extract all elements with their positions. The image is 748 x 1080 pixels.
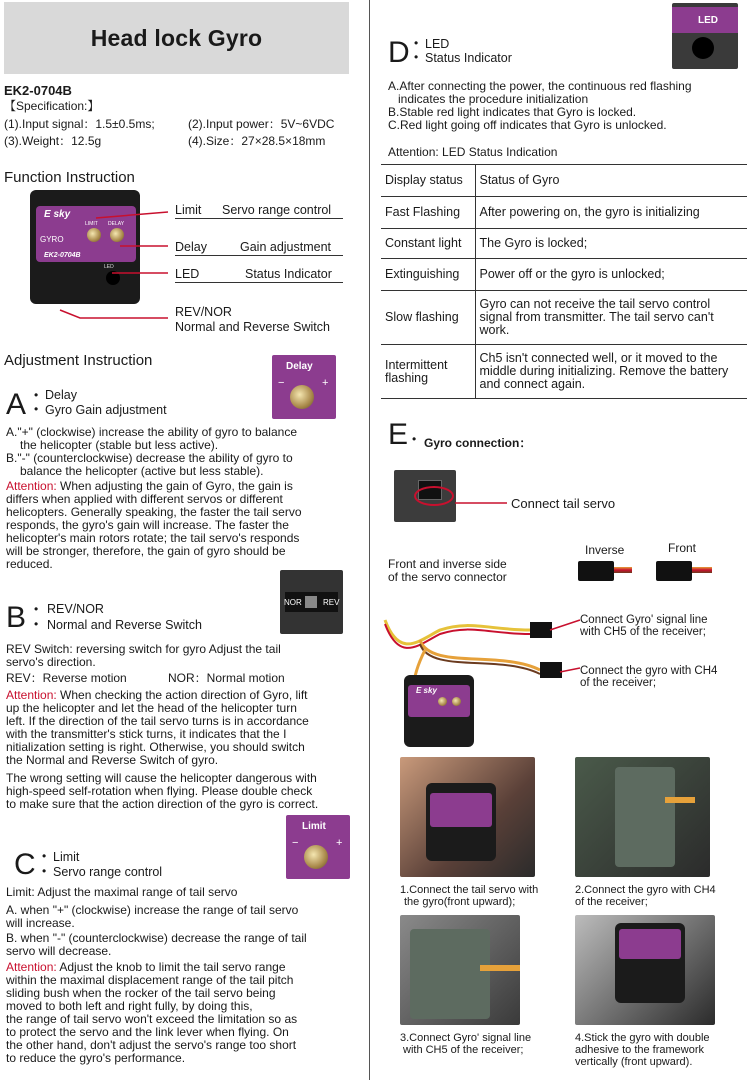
table-cell: After powering on, the gyro is initializing [475,197,747,229]
b-att4: with the transmitter's stick turns, it indicates that the I [6,727,287,741]
c-att8: to reduce the gyro's performance. [6,1051,186,1065]
signal-ch5-line2: with CH5 of the receiver; [580,626,706,638]
step3-caption-l2: with CH5 of the receiver; [403,1044,524,1056]
section-b-title: REV/NOR [47,602,104,616]
step4-caption-l1: 4.Stick the gyro with double [575,1032,710,1044]
b-line2: servo's direction. [6,655,96,669]
spec-heading: 【Specification:】 [4,99,100,113]
table-cell: Slow flashing [381,291,475,345]
model-number: EK2-0704B [4,83,72,98]
front-inverse-line1: Front and inverse side [388,557,507,571]
step2-caption-l1: 2.Connect the gyro with CH4 [575,884,716,896]
spec-input-signal: (1).Input signal：1.5±0.5ms; [4,117,155,131]
ch4-line1: Connect the gyro with CH4 [580,665,718,677]
c-line3: will increase. [6,916,75,930]
table-row [381,197,747,229]
func-limit-right: Servo range control [222,203,332,217]
connect-tail-arrow [455,498,510,508]
section-b-letter: B [6,601,27,634]
section-a-subtitle: Gyro Gain adjustment [45,403,167,417]
b-warn2: high-speed self-rotation when flying. Please double check [6,784,313,798]
c-att4: moved to both left and right fully, by doing this, [6,999,253,1013]
a-line1: A."+" (clockwise) increase the ability of gyro to balance [6,425,297,439]
column-divider [369,0,370,1080]
spec-input-power: (2).Input power：5V~6VDC [188,117,335,131]
c-att3: sliding bush when the rocker of the tail servo being [6,986,276,1000]
section-d-title: LED [425,37,450,51]
function-heading: Function Instruction [4,169,135,186]
a-attention-line1: Attention: When adjusting the gain of Gyro, the gain is [6,479,293,493]
c-att5: the range of tail servo won't exceed the limitation so as [6,1012,298,1026]
section-a-letter: A [6,388,27,421]
step4-photo [575,915,715,1025]
signal-ch5-line1: Connect Gyro' signal line [580,614,708,626]
step3-photo [400,915,520,1025]
led-icon [692,37,714,59]
table-row [381,229,747,259]
spec-weight: (3).Weight：12.5g [4,134,102,148]
table-cell: Extinguishing [381,259,475,291]
a-att2: differs when applied with different servos or different [6,492,283,506]
section-e-letter: E [388,418,409,451]
c-line5: servo will decrease. [6,944,112,958]
table-row [381,165,747,197]
c-attention-line1: Attention: Adjust the knob to limit the tail servo range [6,960,286,974]
gyro-delay-label: DELAY [108,221,125,227]
a-line4: balance the helicopter (active but less stable). [20,464,264,478]
gyro-model-label: EK2-0704B [44,252,81,259]
tail-servo-connector-photo [394,470,456,522]
a-att4: responds, the gyro's gain will increase. The faster the [6,518,289,532]
section-c-title: Limit [53,850,80,864]
c-line2: A. when "+" (clockwise) increase the range of tail servo [6,903,299,917]
limit-knob-icon [304,845,328,869]
b-warn1: The wrong setting will cause the helicopter dangerous with [6,771,317,785]
b-line1: REV Switch: reversing switch for gyro Adjust the tail [6,642,281,656]
table-row [381,291,747,345]
section-b-subtitle: Normal and Reverse Switch [47,618,202,632]
a-att6: will be stronger, therefore, the gain of gyro should be [6,544,286,558]
d-line4: C.Red light going off indicates that Gyro is unlocked. [388,118,667,132]
step1-photo [400,757,535,877]
step2-caption-l2: of the receiver; [575,896,648,908]
func-led-right: Status Indicator [245,267,332,281]
b-att5: nitialization setting is right. Otherwise, you should switch [6,740,305,754]
delay-knob-icon [290,385,314,409]
table-row [381,345,747,399]
section-d-letter: D [388,36,410,69]
gyro-limit-label: LIMIT [85,221,98,227]
d-line1: A.After connecting the power, the continuous red flashing [388,79,692,93]
c-att6: to protect the servo and the link lever when flying. On [6,1025,289,1039]
gyro-led-label: LED [104,264,114,270]
b-att6: the Normal and Reverse Switch of gyro. [6,753,219,767]
section-a-title: Delay [45,388,77,402]
gyro-label: GYRO [40,235,64,244]
d-line3: B.Stable red light indicates that Gyro is locked. [388,105,637,119]
front-connector-icon [656,561,692,581]
section-e-title: Gyro connection： [424,436,532,450]
function-leader-lines [0,0,370,340]
section-c-letter: C [14,848,36,881]
step4-caption-l2: adhesive to the framework [575,1044,705,1056]
table-cell: Status of Gyro [475,165,747,197]
table-row [381,259,747,291]
table-cell: Power off or the gyro is unlocked; [475,259,747,291]
c-att7: the other hand, don't adjust the servo's range too short [6,1038,297,1052]
b-warn3: to make sure that the action direction of the gyro is correct. [6,797,319,811]
switch-slider-icon [305,596,317,608]
a-att5: helicopter's main rotors rotate; the tail servo's responds [6,531,300,545]
c-line1: Limit: Adjust the maximal range of tail servo [6,885,238,899]
table-cell: Constant light [381,229,475,259]
led-photo: LED [672,3,738,69]
b-attention-line1: Attention: When checking the action direction of Gyro, lift [6,688,308,702]
step2-photo [575,757,710,877]
c-att2: within the maximal displacement range of the tail pitch [6,973,294,987]
a-att3: helicopters. Generally speaking, the faster the tail servo [6,505,302,519]
d-line2: indicates the procedure initialization [398,92,589,106]
table-cell: Intermittent flashing [381,345,475,399]
limit-knob-photo: Limit − + [286,815,350,879]
front-inverse-line2: of the servo connector [388,570,507,584]
b-att2: up the helicopter and let the head of the helicopter turn [6,701,297,715]
table-cell: Display status [381,165,475,197]
table-cell: Ch5 isn't connected well, or it moved to the middle during initializing. Remove the battery and connect again. [475,345,747,399]
step4-caption-l3: vertically (front upward). [575,1056,693,1068]
gyro-brand: E sky [44,209,71,220]
func-delay-right: Gain adjustment [240,240,332,254]
step1-caption-l2: the gyro(front upward); [404,896,516,908]
gyro-unit-image: E sky [404,675,474,747]
a-line3: B."-" (counterclockwise) decrease the ability of gyro to [6,451,293,465]
func-revnor-desc: Normal and Reverse Switch [175,320,330,334]
func-led-left: LED [175,267,200,281]
b-rev: REV：Reverse motion [6,671,127,685]
front-label: Front [668,541,697,555]
a-att7: reduced. [6,557,53,571]
led-status-table [381,164,747,399]
step3-caption-l1: 3.Connect Gyro' signal line [400,1032,532,1044]
func-limit-left: Limit [175,203,202,217]
func-delay-left: Delay [175,240,207,254]
inverse-label: Inverse [585,543,625,557]
d-attention: Attention: LED Status Indication [388,145,558,159]
connect-tail-label: Connect tail servo [511,496,616,511]
table-cell: The Gyro is locked; [475,229,747,259]
b-att3: left. If the direction of the tail servo turns is in accordance [6,714,309,728]
section-c-subtitle: Servo range control [53,865,163,879]
func-revnor: REV/NOR [175,305,232,319]
delay-knob-photo: Delay − + [272,355,336,419]
ch4-line2: of the receiver; [580,677,657,689]
revnor-switch-photo: NOR REV [280,570,343,634]
a-line2: the helicopter (stable but less active). [20,438,219,452]
section-d-subtitle: Status Indicator [425,51,512,65]
c-line4: B. when "-" (counterclockwise) decrease the range of tail [6,931,307,945]
step1-caption-l1: 1.Connect the tail servo with [400,884,539,896]
adjust-heading: Adjustment Instruction [4,352,153,369]
inverse-connector-icon [578,561,614,581]
spec-size: (4).Size：27×28.5×18mm [188,134,326,148]
page-title: Head lock Gyro [90,24,263,51]
b-nor: NOR：Normal motion [168,671,285,685]
table-cell: Fast Flashing [381,197,475,229]
table-cell: Gyro can not receive the tail servo control signal from transmitter. The tail servo can't work. [475,291,747,345]
